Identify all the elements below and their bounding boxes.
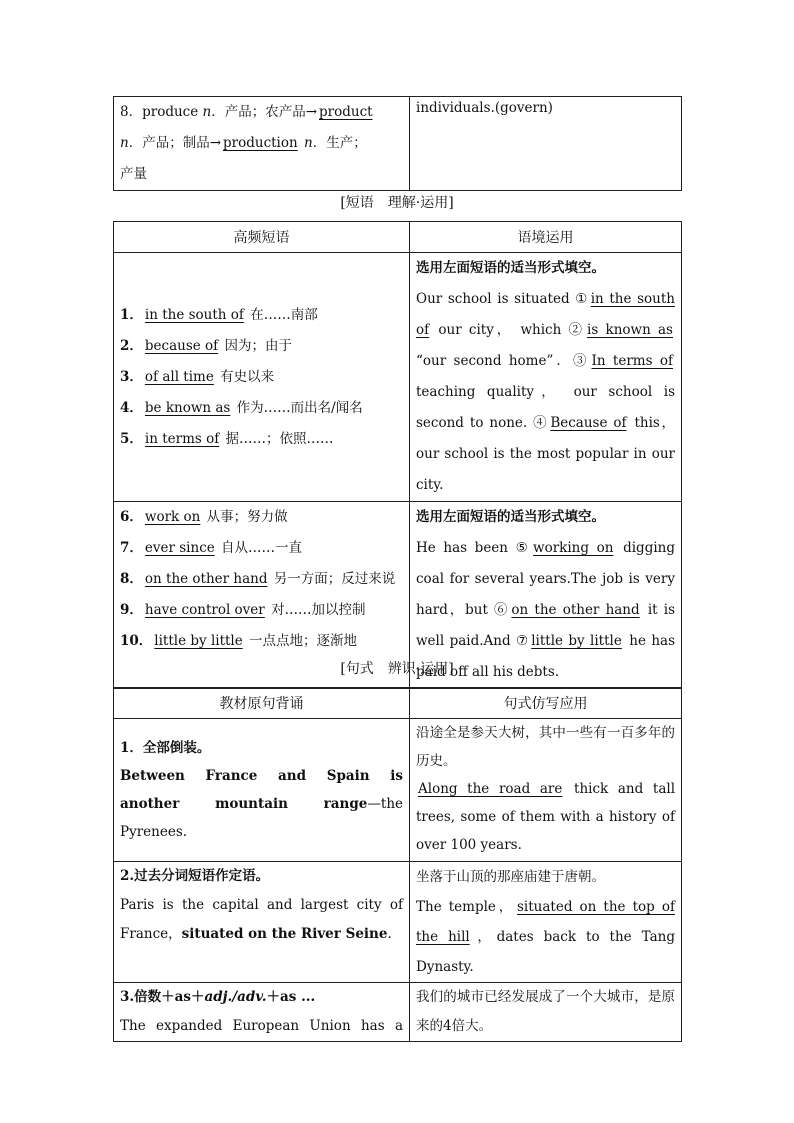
phrase-item: 1． in the south of 在……南部 bbox=[120, 306, 318, 323]
answer-blank: little by little bbox=[531, 633, 622, 649]
answer-blank: situated on the top of the hill bbox=[416, 899, 675, 945]
sentence-pattern: 1．全部倒装。 Between France and Spain is another mountain range—the Pyrenees. bbox=[114, 719, 410, 862]
answer-blank: Because of bbox=[550, 415, 627, 431]
sentence-pattern: 2.过去分词短语作定语。 Paris is the capital and largest city of France，situated on the River Seine. bbox=[114, 862, 410, 983]
answer-blank: is known as bbox=[587, 322, 673, 338]
instruction: 选用左面短语的适当形式填空。 bbox=[416, 260, 605, 276]
sentences-table bbox=[113, 687, 682, 1042]
answer-blank: In terms of bbox=[591, 353, 673, 369]
context-exercise: 选用左面短语的适当形式填空。 He has been ⑤ working on digging coal for several years.The job is very hard，but ⑥ on the other hand it is well paid.And ⑦ little by little he has paid off all his debts. bbox=[410, 502, 682, 689]
column-header: 句式仿写应用 bbox=[410, 688, 682, 719]
phrase-item: 3． of all time 有史以来 bbox=[120, 368, 275, 385]
phrase-item: 8． on the other hand 另一方面；反过来说 bbox=[120, 571, 396, 587]
answer-blank: product bbox=[319, 104, 373, 120]
phrase-item: 4． be known as 作为……而出名/闻名 bbox=[120, 399, 363, 416]
phrase-item: 9． have control over 对……加以控制 bbox=[120, 602, 366, 618]
vocab-cell-right: individuals.(govern) bbox=[410, 97, 682, 191]
answer-blank: production bbox=[223, 135, 298, 151]
sentence-pattern: 3.倍数＋as＋adj./adv.＋as ... The expanded European Union has a bbox=[114, 983, 410, 1042]
imitation-exercise: 我们的城市已经发展成了一个大城市，是原来的4倍大。 bbox=[410, 983, 682, 1042]
answer-blank: Along the road are bbox=[418, 781, 563, 797]
phrase-item: 2． because of 因为；由于 bbox=[120, 337, 292, 354]
section-heading-phrases: [短语 理解·运用] bbox=[340, 195, 454, 211]
answer-blank: on the other hand bbox=[511, 602, 640, 618]
section-heading-sentences: [句式 辨识·运用] bbox=[340, 661, 454, 677]
instruction: 选用左面短语的适当形式填空。 bbox=[416, 509, 605, 525]
answer-blank: in the south of bbox=[416, 291, 675, 338]
vocab-cell-left: 8．produce n．产品；农产品→ product n．产品；制品→ production n．生产； 产量 bbox=[114, 97, 410, 191]
phrase-item: 7． ever since 自从……一直 bbox=[120, 540, 303, 556]
column-header: 教材原句背诵 bbox=[114, 688, 410, 719]
word: produce bbox=[142, 104, 199, 120]
imitation-exercise: 坐落于山顶的那座庙建于唐朝。 The temple， situated on the top of the hill ，dates back to the Tang Dynasty. bbox=[410, 862, 682, 983]
answer-blank: working on bbox=[533, 540, 614, 556]
vocab-table bbox=[113, 96, 682, 191]
column-header: 高频短语 bbox=[114, 222, 410, 253]
phrase-item: 10． little by little 一点点地；逐渐地 bbox=[120, 633, 358, 649]
context-exercise: 选用左面短语的适当形式填空。 Our school is situated ① in the south of our city， which ② is known as “our second home”．③ In terms of teaching quality， our school is second to none. ④ Because of this， our school is the most popular in our city. bbox=[410, 253, 682, 502]
phrase-list bbox=[114, 253, 410, 502]
imitation-exercise: 沿途全是参天大树，其中一些有一百多年的历史。 Along the road are thick and tall trees, some of them with a history of over 100 years. bbox=[410, 719, 682, 862]
item-number: 8． bbox=[120, 104, 143, 120]
column-header: 语境运用 bbox=[410, 222, 682, 253]
pattern-title: 2.过去分词短语作定语。 bbox=[120, 868, 270, 884]
phrase-item: 5． in terms of 据……；依照…… bbox=[120, 430, 334, 447]
pattern-title: 1．全部倒装。 bbox=[120, 740, 211, 756]
phrases-table bbox=[113, 221, 682, 689]
phrase-item: 6． work on 从事；努力做 bbox=[120, 509, 288, 525]
